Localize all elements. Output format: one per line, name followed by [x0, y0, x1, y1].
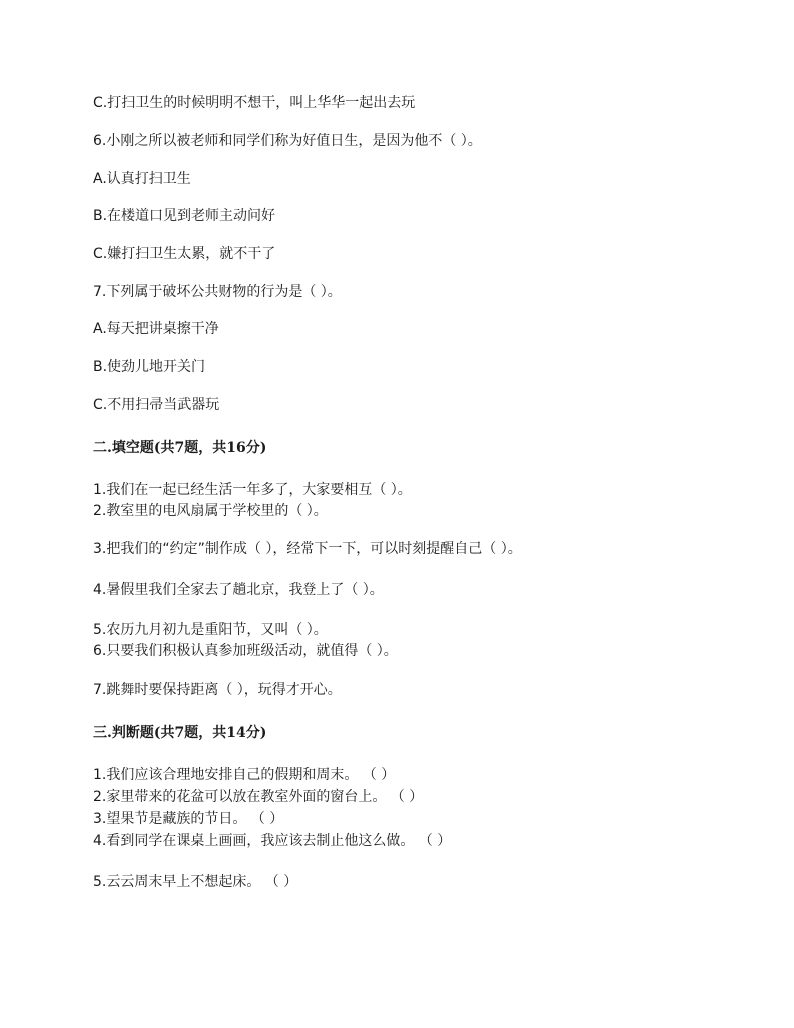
q7-option-c: C.不用扫帚当武器玩 — [93, 397, 220, 413]
section3-heading: 三.判断题(共7题，共14分) — [93, 725, 267, 741]
judge-item-2: 2.家里带来的花盆可以放在教室外面的窗台上。 （ ） — [93, 789, 424, 805]
q6-option-a: A.认真打扫卫生 — [93, 171, 191, 187]
judge-item-4: 4.看到同学在课桌上画画，我应该去制止他这么做。 （ ） — [93, 833, 452, 849]
fill-item-5: 5.农历九月初九是重阳节，又叫（ ）。 — [93, 622, 328, 638]
q7-option-a: A.每天把讲桌擦干净 — [93, 321, 219, 337]
fill-item-6: 6.只要我们积极认真参加班级活动，就值得（ ）。 — [93, 643, 398, 659]
fill-item-3: 3.把我们的“约定”制作成（ ），经常下一下，可以时刻提醒自己（ ）。 — [93, 541, 522, 557]
judge-item-5: 5.云云周末早上不想起床。 （ ） — [93, 874, 298, 890]
fill-item-1: 1.我们在一起已经生活一年多了，大家要相互（ ）。 — [93, 482, 412, 498]
q6-question: 6.小刚之所以被老师和同学们称为好值日生，是因为他不（ ）。 — [93, 133, 482, 149]
judge-item-1: 1.我们应该合理地安排自己的假期和周末。 （ ） — [93, 767, 396, 783]
fill-item-7: 7.跳舞时要保持距离（ ），玩得才开心。 — [93, 682, 342, 698]
q7-question: 7.下列属于破坏公共财物的行为是（ ）。 — [93, 284, 342, 300]
fill-item-4: 4.暑假里我们全家去了趟北京，我登上了（ ）。 — [93, 582, 384, 598]
q7-option-b: B.使劲儿地开关门 — [93, 359, 206, 375]
section2-heading: 二.填空题(共7题，共16分) — [93, 440, 267, 456]
judge-item-3: 3.望果节是藏族的节日。 （ ） — [93, 811, 284, 827]
q5-option-c: C.打扫卫生的时候明明不想干，叫上华华一起出去玩 — [93, 95, 416, 111]
q6-option-c: C.嫌打扫卫生太累，就不干了 — [93, 246, 276, 262]
fill-item-2: 2.教室里的电风扇属于学校里的（ ）。 — [93, 503, 328, 519]
q6-option-b: B.在楼道口见到老师主动问好 — [93, 208, 276, 224]
